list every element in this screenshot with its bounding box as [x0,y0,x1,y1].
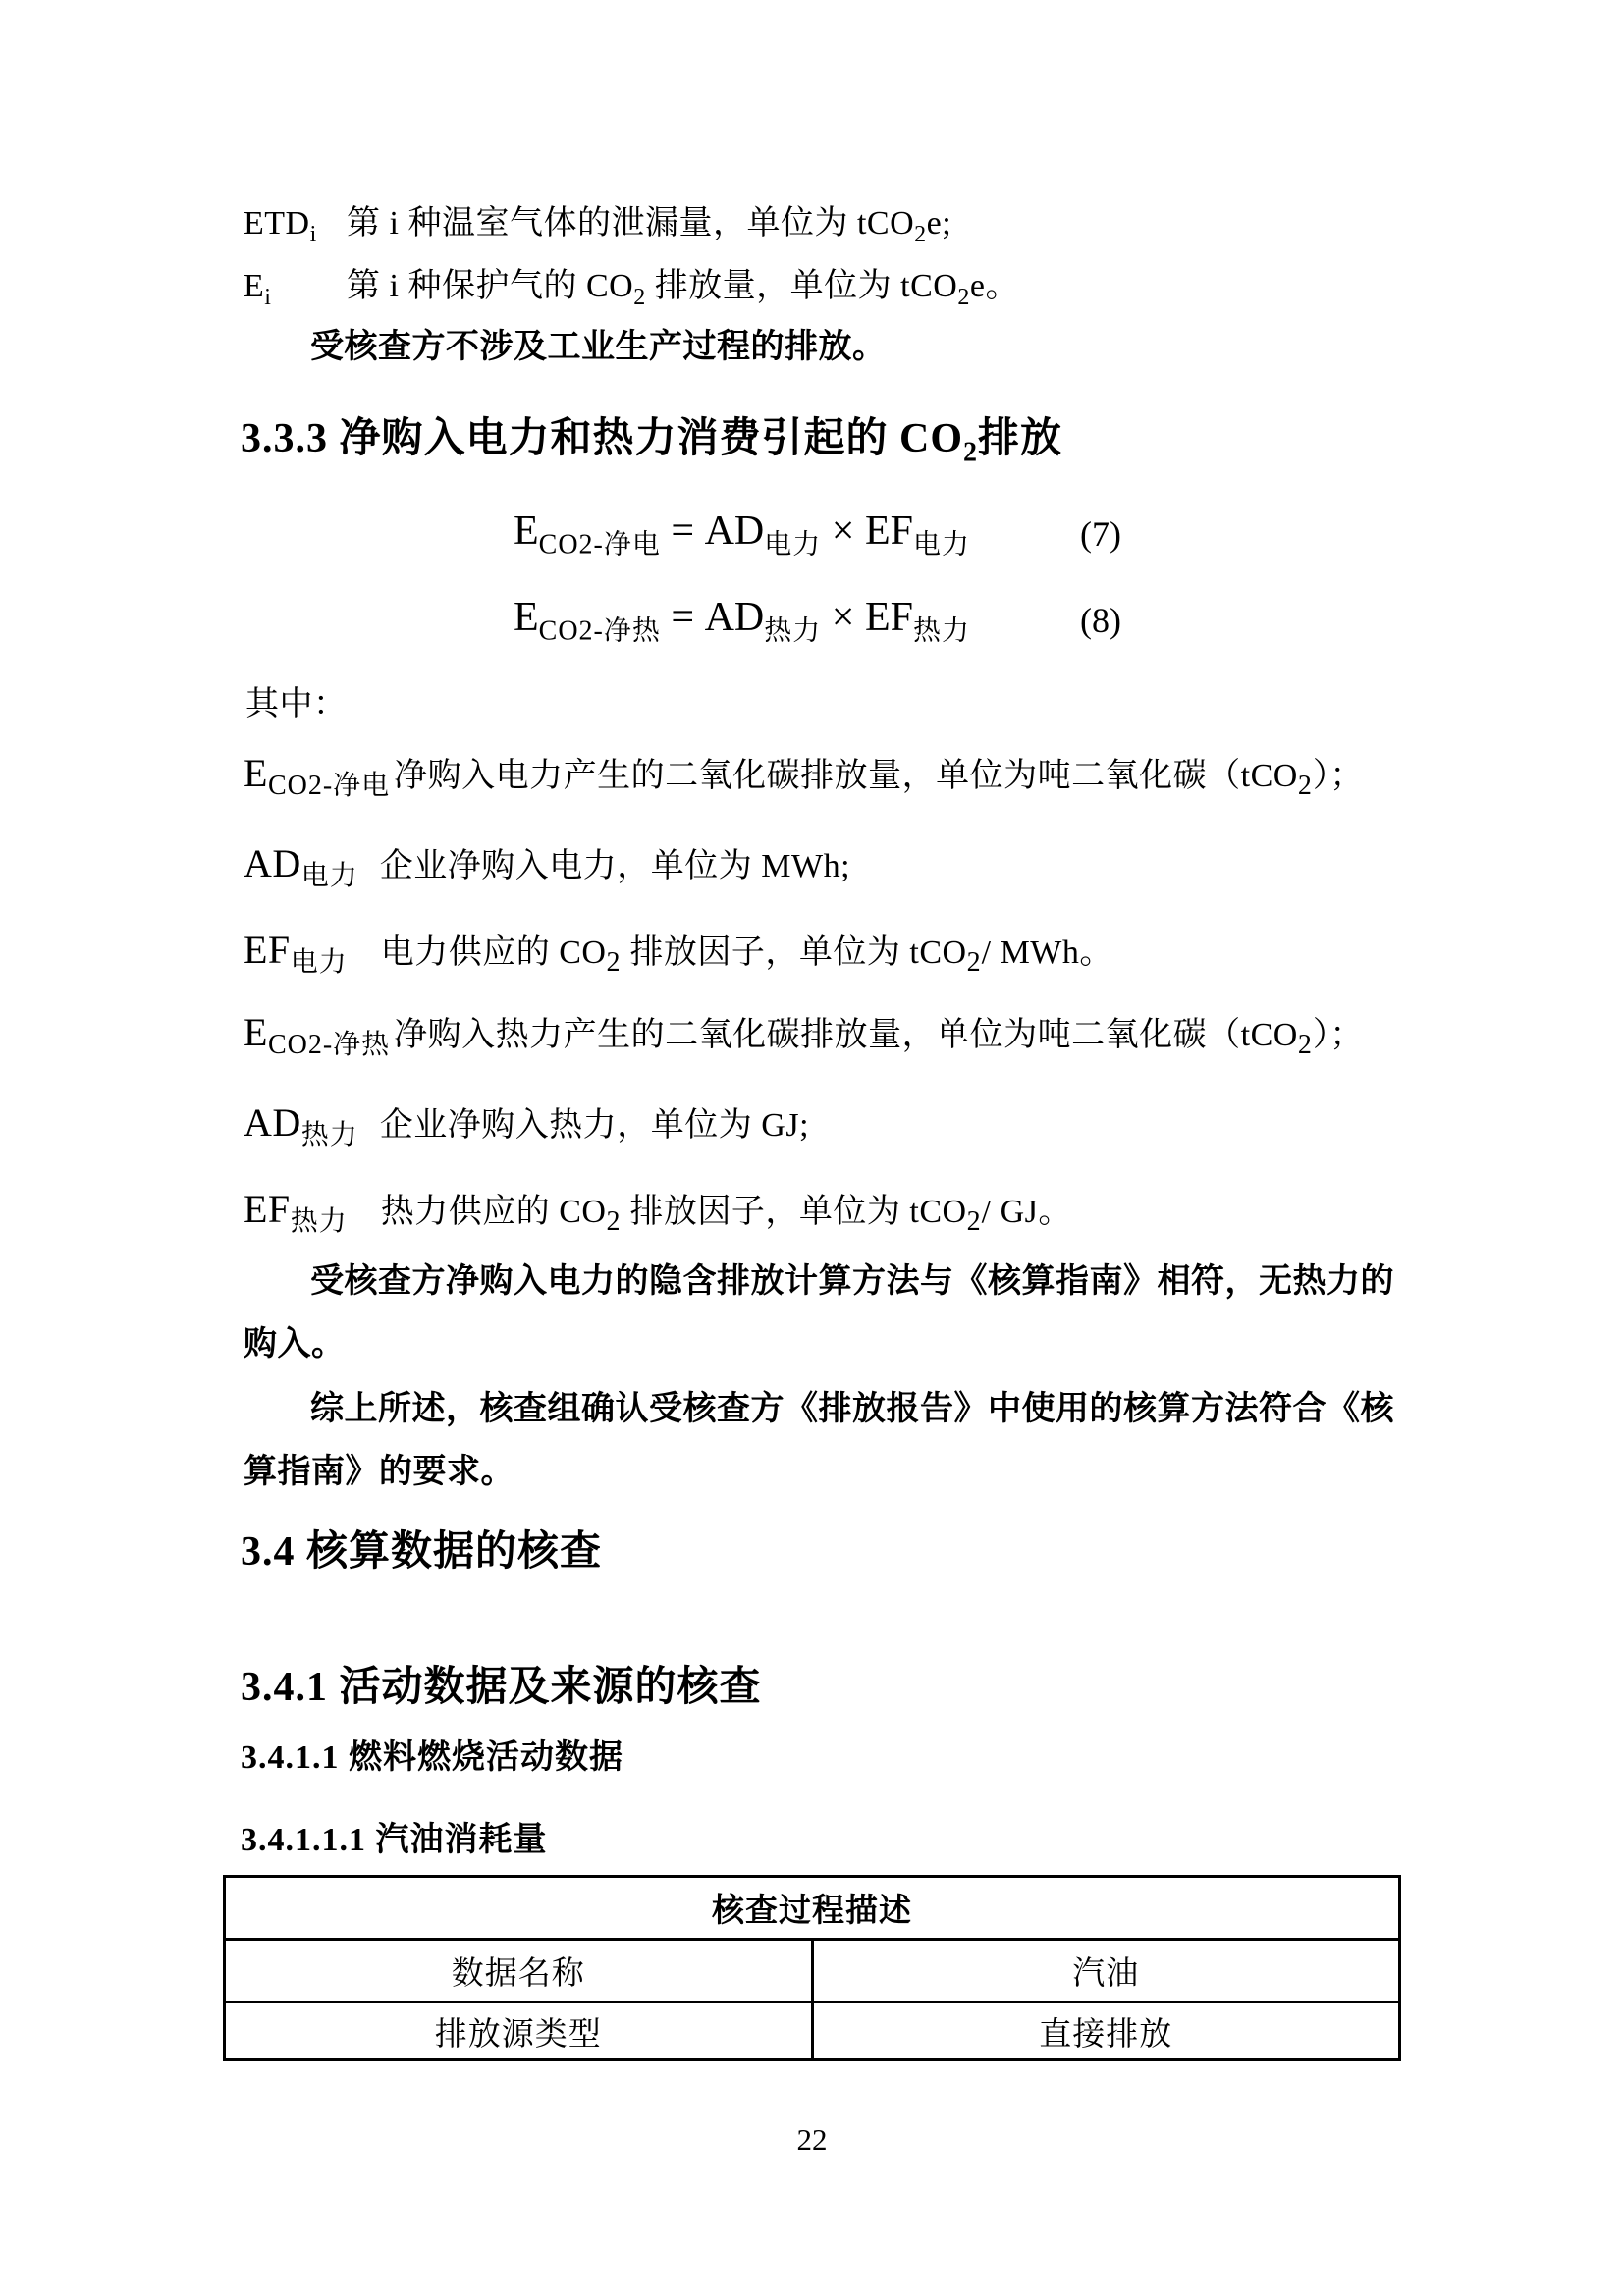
formula-term-a-subscript: 电力 [764,529,822,561]
definition-text-part: 第 i 种温室气体的泄漏量，单位为 tCO [347,205,915,241]
definition-text-subscript: 2 [957,284,970,310]
definition-text-part: / MWh。 [981,934,1113,971]
definition-text-subscript: 2 [606,1205,622,1237]
symbol-main: AD [244,841,301,885]
paragraph-electricity-line1: 受核查方净购入电力的隐含排放计算方法与《核算指南》相符，无热力的 [310,1263,1394,1300]
definition-text-subscript: 2 [966,946,982,978]
table-row [225,2002,1400,2060]
formula-term-b-subscript: 电力 [912,529,970,561]
symbol-definition-row [244,842,850,892]
symbol-subscript: i [309,221,317,247]
symbol-main: EF [244,928,291,972]
equals-sign: = [660,595,705,640]
formula-7-number: (7) [1080,514,1121,554]
definition-text-subscript: 2 [966,1205,982,1237]
page-number: 22 [796,2122,828,2157]
definition-text-part: e。 [969,268,1019,304]
equals-sign: = [660,508,705,554]
definition-row-ei [244,267,1019,311]
definition-text [380,1107,809,1144]
paragraph-electricity-line2: 购入。 [244,1326,346,1362]
symbol-main: AD [244,1100,301,1145]
definition-text-subscript: 2 [633,284,646,310]
definition-text [394,758,1364,801]
among-label: 其中： [245,686,348,722]
definition-text-part: 排放因子，单位为 tCO [621,1194,967,1230]
definition-text-part: 净购入电力产生的二氧化碳排放量，单位为吨二氧化碳（tCO [394,758,1298,794]
symbol-subscript: 电力 [290,946,348,978]
symbol-definition-row [244,929,1113,979]
heading-text-part: 排放 [978,416,1063,461]
formula-term-a: AD [704,595,765,640]
definition-text [380,848,850,884]
definition-text-part: 第 i 种保护气的 CO [347,268,634,304]
symbol-ef-reli [244,1187,348,1237]
symbol-e-co2-jingdian [244,751,391,801]
definition-text [347,268,1019,310]
formula-term-a: AD [704,508,765,554]
symbol-main: E [244,1010,268,1054]
symbol-e-co2-jingre [244,1010,391,1060]
section-heading-3-4-1-1: 3.4.1.1 燃料燃烧活动数据 [241,1739,623,1776]
paragraph-no-process: 受核查方不涉及工业生产过程的排放。 [310,329,887,365]
symbol-ef-dianli [244,928,348,978]
definition-text [394,1017,1364,1060]
symbol-ei [244,267,347,311]
multiply-sign: × [821,508,865,554]
symbol-ad-reli [244,1100,358,1150]
symbol-main: E [244,268,265,304]
formula-lhs: E [514,595,539,640]
table-title: 核查过程描述 [225,1877,1400,1940]
formula-term-b: EF [864,595,913,640]
symbol-main: ETD [244,205,310,241]
formula-8-number: (8) [1080,601,1121,640]
section-heading-3-4-1-1-1: 3.4.1.1.1 汽油消耗量 [241,1822,548,1858]
symbol-definition-row [244,1011,1364,1061]
definition-text [380,1194,1072,1237]
symbol-ad-dianli [244,841,358,891]
heading-text-part: 3.3.3 净购入电力和热力消费引起的 CO [241,416,964,461]
definition-row-etd [244,204,951,248]
formula-term-b: EF [864,508,913,554]
formula-lhs-subscript: CO2-净电 [538,529,661,561]
report-table [223,1875,1401,2061]
symbol-subscript: 热力 [290,1205,348,1237]
heading-subscript: 2 [963,437,979,468]
definition-text-part: / GJ。 [981,1194,1072,1230]
symbol-main: E [244,751,268,795]
symbol-subscript: i [264,284,272,310]
paragraph-summary-line1: 综上所述，核查组确认受核查方《排放报告》中使用的核算方法符合《核 [310,1391,1394,1427]
symbol-etd [244,204,347,248]
formula-8-equation [514,597,970,645]
definition-text-part: 企业净购入电力，单位为 MWh; [379,848,851,884]
symbol-subscript: CO2-净热 [267,1029,391,1060]
definition-text-part: 排放因子，单位为 tCO [621,934,967,971]
row-value: 直接排放 [812,2002,1400,2060]
section-heading-3-3-3 [241,416,1062,468]
formula-term-a-subscript: 热力 [764,615,822,647]
table-row [225,1940,1400,2002]
section-heading-3-4: 3.4 核算数据的核查 [241,1529,603,1575]
definition-text [347,205,952,247]
definition-text-part: 热力供应的 CO [380,1194,607,1230]
definition-text-part: 净购入热力产生的二氧化碳排放量，单位为吨二氧化碳（tCO [394,1017,1298,1053]
formula-lhs: E [514,508,539,554]
definition-text-subscript: 2 [914,221,927,247]
formula-7-equation [514,510,970,559]
symbol-definition-row [244,1188,1072,1238]
symbol-subscript: CO2-净电 [267,770,391,801]
definition-text-part: ）； [1312,1017,1364,1053]
row-label: 数据名称 [225,1940,813,2002]
definition-text-part: 电力供应的 CO [380,934,607,971]
symbol-subscript: 热力 [300,1119,358,1150]
definition-text [380,934,1113,978]
symbol-main: EF [244,1187,291,1231]
symbol-subscript: 电力 [300,860,358,891]
row-value: 汽油 [812,1940,1400,2002]
definition-text-part: 企业净购入热力，单位为 GJ; [379,1107,810,1144]
formula-lhs-subscript: CO2-净热 [538,615,661,647]
definition-text-subscript: 2 [606,946,622,978]
section-heading-3-4-1: 3.4.1 活动数据及来源的核查 [241,1665,762,1710]
definition-text-part: 排放量，单位为 tCO [645,268,958,304]
definition-text-part: ）； [1312,758,1364,794]
definition-text-part: e; [926,205,952,241]
definition-text-subscript: 2 [1297,770,1313,801]
paragraph-summary-line2: 算指南》的要求。 [244,1454,514,1490]
multiply-sign: × [821,595,865,640]
definition-text-subscript: 2 [1297,1029,1313,1060]
table-title-row [225,1877,1400,1940]
symbol-definition-row [244,1101,809,1151]
formula-term-b-subscript: 热力 [912,615,970,647]
row-label: 排放源类型 [225,2002,813,2060]
symbol-definition-row [244,752,1364,802]
